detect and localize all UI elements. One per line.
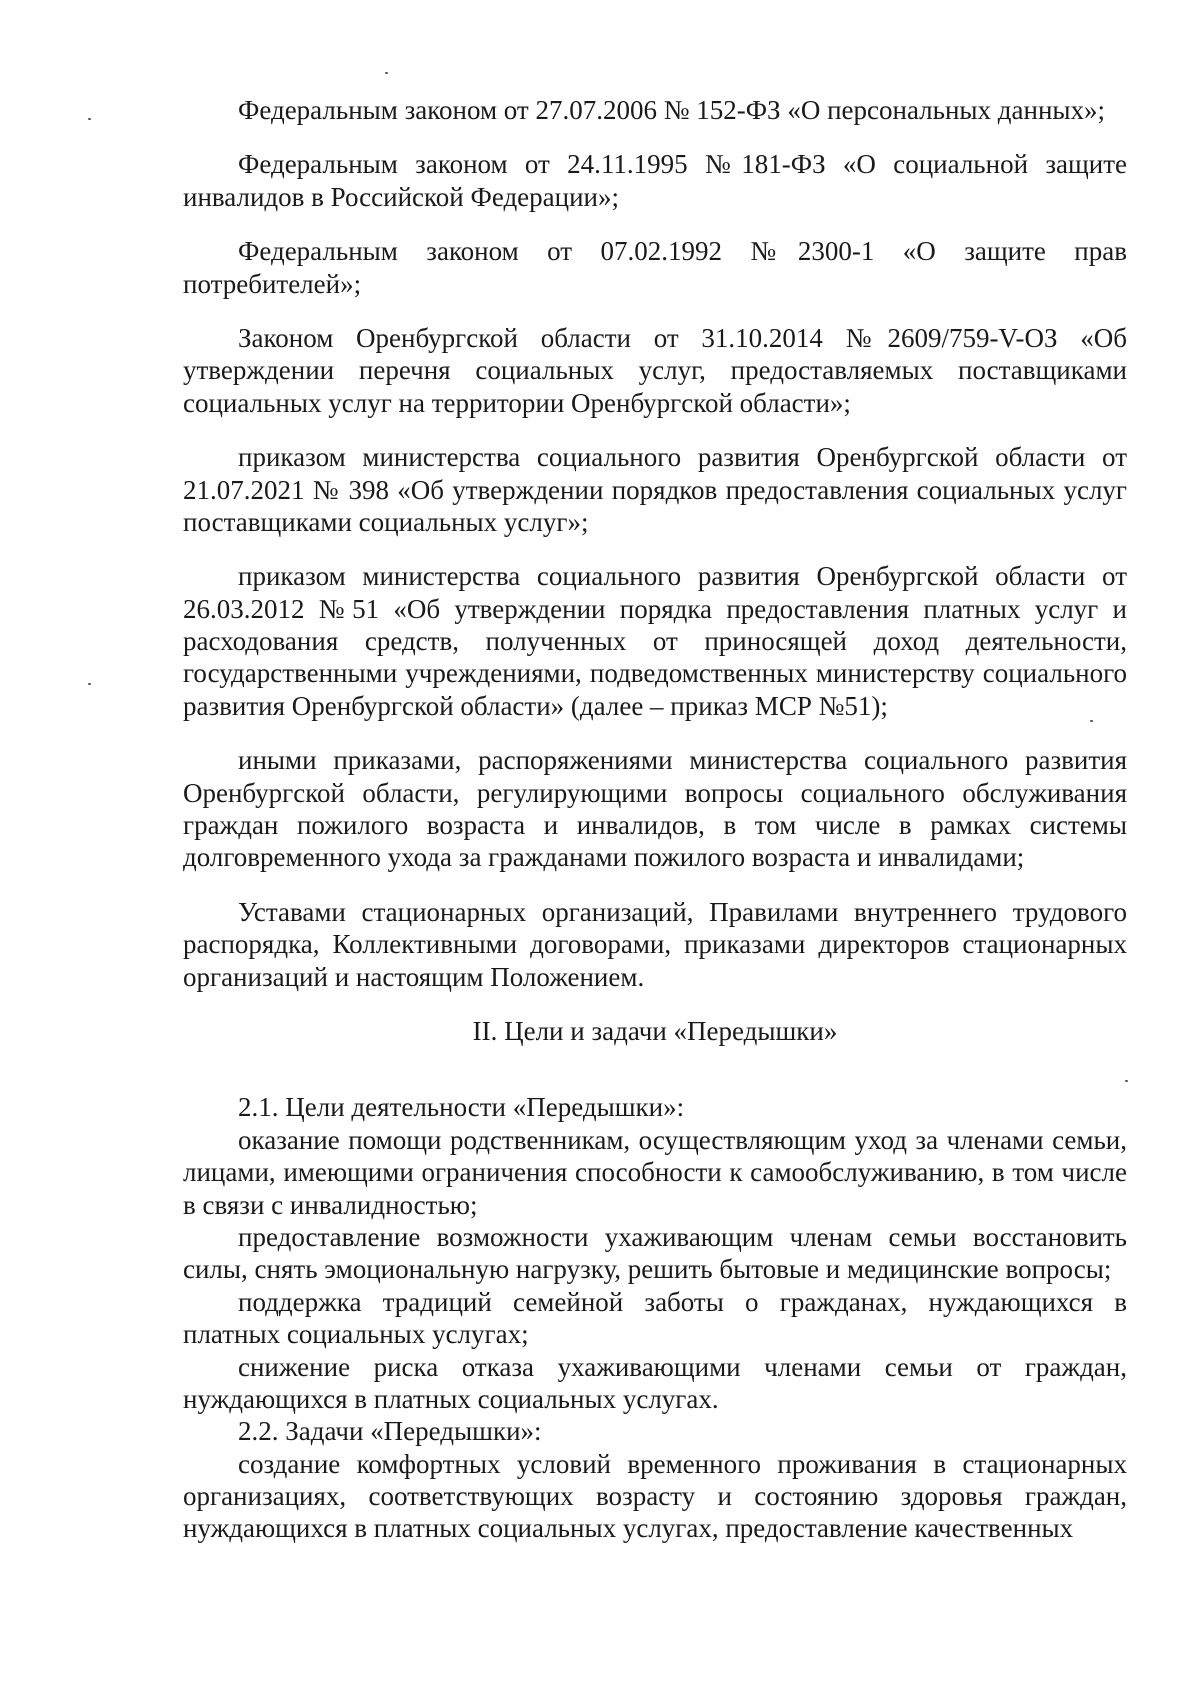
task-item: создание комфортных условий временного проживания в стационарных организациях, соответствующих возрасту и состоянию здоровья граждан, нуждающихся в платных социальных услугах, предоставление качественных <box>183 1448 1127 1544</box>
paragraph-law-152: Федеральным законом от 27.07.2006 № 152-ФЗ «О персональных данных»; <box>238 95 1106 125</box>
goal-item: снижение риска отказа ухаживающими членами семьи от граждан, нуждающихся в платных социальных услугах. <box>183 1351 1127 1414</box>
paragraph-regional-law: Законом Оренбургской области от 31.10.2014 №2609/759-V-ОЗ «Об утверждении перечня социальных услуг, предоставляемых поставщиками социальных услуг на территории Оренбургской области»; <box>183 322 1127 418</box>
document-body <box>183 94 1127 1545</box>
paragraph-law-181: Федеральным законом от 24.11.1995 №181-ФЗ «О социальной защите инвалидов в Российской Федерации»; <box>183 149 1127 212</box>
scan-speck <box>88 118 91 120</box>
goal-item: оказание помощи родственникам, осуществляющим уход за членами семьи, лицами, имеющими ограничения способности к самообслуживанию, в том числе в связи с инвалидностью; <box>183 1124 1127 1220</box>
paragraph-law-2300: Федеральным законом от 07.02.1992 №2300-1 «О защите прав потребителей»; <box>183 236 1127 299</box>
paragraph-order-398: приказом министерства социального развития Оренбургской области от 21.07.2021 № 398 «Об утверждении порядков предоставления социальных услуг поставщиками социальных услуг»; <box>183 442 1127 537</box>
paragraph-statutes: Уставами стационарных организаций, Правилами внутреннего трудового распорядка, Коллективными договорами, приказами директоров стационарных организаций и настоящим Положением. <box>183 896 1127 992</box>
paragraph-other-orders: иными приказами, распоряжениями министерства социального развития Оренбургской области, регулирующими вопросы социального обслуживания граждан пожилого возраста и инвалидов, в том числе в рамках системы долговременного ухода за гражданами пожилого возраста и инвалидами; <box>183 745 1127 873</box>
scan-speck <box>88 683 91 685</box>
scan-speck <box>385 72 388 74</box>
goal-item: предоставление возможности ухаживающим членам семьи восстановить силы, снять эмоциональную нагрузку, решить бытовые и медицинские вопросы; <box>183 1221 1127 1285</box>
subsection-goals-title: 2.1. Цели деятельности «Передышки»: <box>238 1092 685 1123</box>
subsection-tasks-title: 2.2. Задачи «Передышки»: <box>238 1416 542 1447</box>
goal-item: поддержка традиций семейной заботы о гражданах, нуждающихся в платных социальных услугах; <box>183 1286 1127 1350</box>
section-heading: II. Цели и задачи «Передышки» <box>472 1015 838 1046</box>
paragraph-order-51: приказом министерства социального развития Оренбургской области от 26.03.2012 №51 «Об утверждении порядка предоставления платных услуг и расходования средств, полученных от приносящей доход деятельности, государственными учреждениями, подведомственных министерству социального развития Оренбургской области» (далее – приказ МСР №51); <box>183 561 1127 721</box>
